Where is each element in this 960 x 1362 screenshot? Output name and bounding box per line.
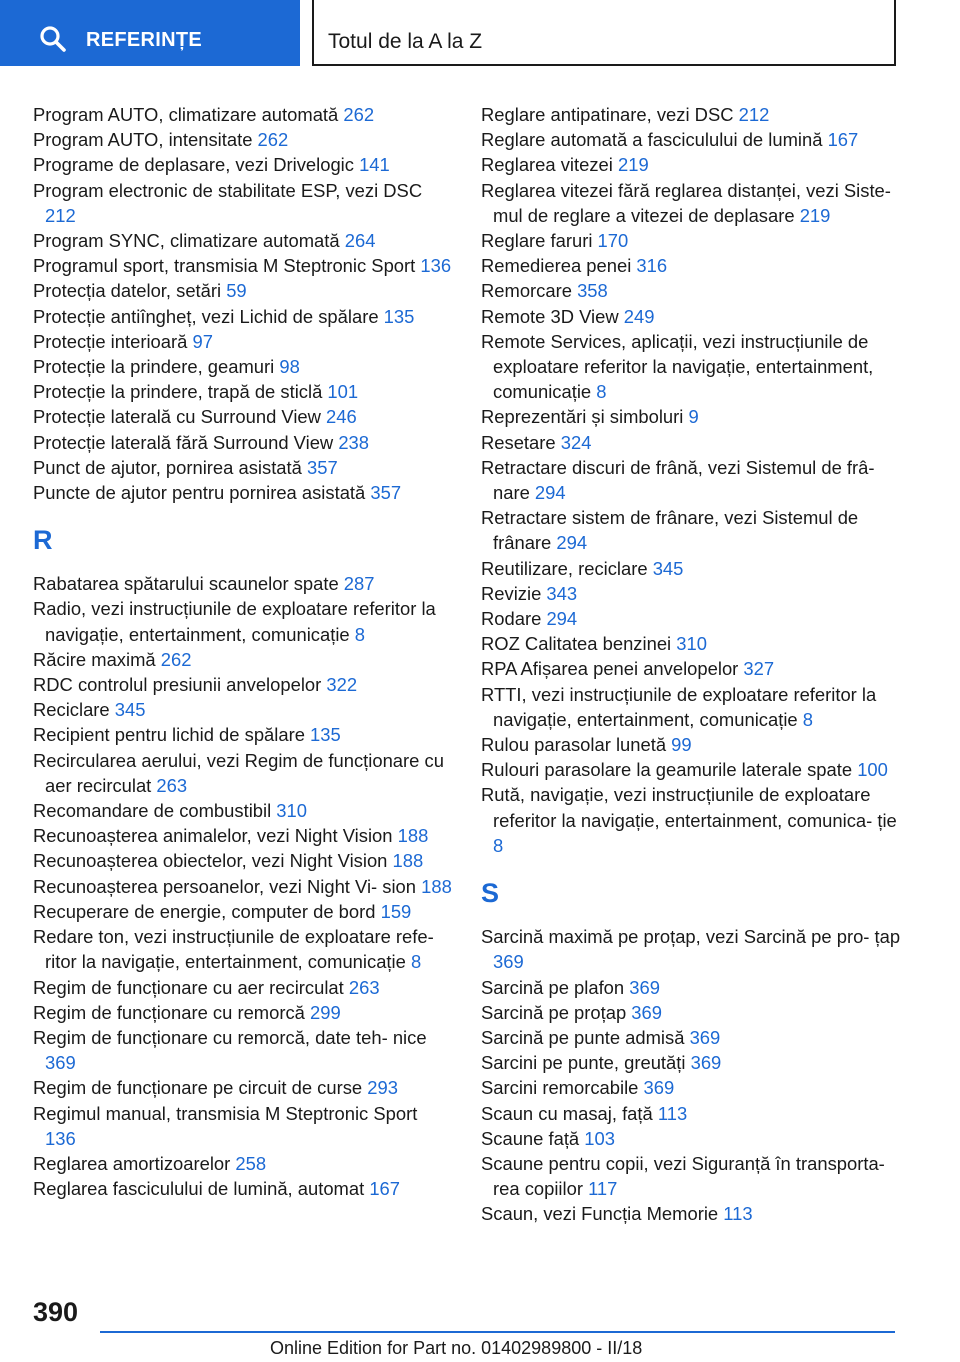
page-reference-link[interactable]: 167 — [369, 1178, 401, 1200]
page-reference-link[interactable]: 262 — [343, 104, 375, 125]
index-entry — [33, 329, 453, 354]
page-reference-link[interactable]: 294 — [546, 608, 578, 630]
index-entry-text: Protecție interioară — [33, 330, 193, 352]
page-reference-link[interactable]: 369 — [629, 976, 660, 998]
page-reference-link[interactable]: 188 — [392, 850, 424, 872]
index-entry-text: Reglare automată a fasciculului de lumină — [481, 129, 828, 151]
page-reference-link[interactable]: 59 — [226, 280, 247, 302]
page-reference-link[interactable]: 294 — [534, 482, 566, 504]
page-reference-link[interactable]: 135 — [383, 305, 415, 327]
index-entry-text: Sarcină pe proțap — [481, 1001, 632, 1023]
page-reference-link[interactable]: 327 — [743, 658, 775, 680]
header — [0, 0, 960, 66]
page-reference-link[interactable]: 299 — [310, 1001, 341, 1023]
index-letter-heading: R — [33, 525, 53, 556]
page-reference-link[interactable]: 369 — [45, 1052, 76, 1074]
index-entry-text: Regim de funcționare cu remorcă, date teh‐ nice — [33, 1026, 427, 1048]
index-entry-text: Scaune față — [481, 1127, 585, 1149]
page-reference-link[interactable]: 262 — [257, 129, 289, 151]
index-entry — [481, 631, 901, 656]
index-entry — [481, 505, 901, 555]
index-entry-text: Retractare sistem de frânare, vezi Sistemul de frânare — [481, 507, 859, 554]
index-entry — [481, 430, 901, 455]
index-entry — [481, 556, 901, 581]
index-entry — [481, 656, 901, 681]
index-entry-text: Reglare faruri — [481, 230, 598, 252]
page-reference-link[interactable]: 343 — [546, 582, 578, 604]
index-entry-text: Protecție la prindere, geamuri — [33, 356, 280, 378]
page-reference-link[interactable]: 369 — [493, 951, 524, 973]
index-entry — [33, 848, 453, 873]
page-reference-link[interactable]: 159 — [380, 900, 412, 922]
page-reference-link[interactable]: 167 — [827, 129, 859, 151]
index-entry-text: Reglarea amortizoarelor — [33, 1152, 236, 1174]
index-entry-text: Rută, navigație, vezi instrucțiunile de exploatare referitor la navigație, entertainment, comunica‐ ție — [481, 784, 897, 831]
index-entry-text: Regim de funcționare pe circuit de curse — [33, 1077, 368, 1099]
page-reference-link[interactable]: 136 — [45, 1127, 76, 1149]
page-reference-link[interactable]: 98 — [279, 356, 300, 378]
index-entry — [33, 354, 453, 379]
index-entry-text: Rulouri parasolare la geamurile laterale spate — [481, 759, 858, 781]
index-entry-text: Reutilizare, reciclare — [481, 557, 653, 579]
index-entry — [33, 1101, 453, 1151]
index-entry-text: Sarcină pe punte admisă — [481, 1026, 690, 1048]
index-entry — [481, 102, 901, 127]
index-entry — [481, 732, 901, 757]
page-reference-link[interactable]: 238 — [338, 431, 370, 453]
page-reference-link[interactable]: 264 — [344, 230, 376, 252]
index-column-left — [33, 102, 453, 1201]
page-reference-link[interactable]: 310 — [676, 633, 707, 655]
index-entry — [481, 278, 901, 303]
index-entry — [481, 975, 901, 1000]
index-entry-text: Sarcini pe punte, greutăți — [481, 1052, 691, 1074]
page-reference-link[interactable]: 8 — [354, 623, 365, 645]
index-entry — [33, 127, 453, 152]
index-entry — [33, 379, 453, 404]
index-entry-text: Regim de funcționare cu aer recirculat — [33, 976, 349, 998]
page-number: 390 — [33, 1297, 79, 1327]
index-entry-text: Reglarea vitezei — [481, 154, 618, 176]
index-entry — [481, 1201, 901, 1226]
index-entry — [33, 278, 453, 303]
index-entry-text: Puncte de ajutor pentru pornirea asistată — [33, 482, 371, 504]
index-entry — [481, 404, 901, 429]
index-entry — [481, 253, 901, 278]
page-reference-link[interactable]: 316 — [636, 255, 668, 277]
index-entry — [481, 228, 901, 253]
index-entry — [33, 404, 453, 429]
index-entry-text: Rodare — [481, 608, 547, 630]
index-entry — [481, 606, 901, 631]
page-reference-link[interactable]: 345 — [652, 557, 684, 579]
index-entry-text: Reprezentări și simboluri — [481, 406, 689, 428]
page-reference-link[interactable]: 100 — [857, 759, 888, 781]
index-entry — [481, 127, 901, 152]
index-entry-text: Sarcină pe plafon — [481, 976, 630, 998]
page-reference-link[interactable]: 369 — [689, 1026, 721, 1048]
index-letter-heading: S — [481, 878, 500, 909]
page-reference-link[interactable]: 263 — [156, 774, 188, 796]
index-entry-text: RDC controlul presiunii anvelopelor — [33, 674, 327, 696]
section-title: Totul de la A la Z — [328, 30, 483, 53]
index-entry-text: Scaun, vezi Funcția Memorie — [481, 1203, 724, 1225]
page-reference-link[interactable]: 219 — [617, 154, 649, 176]
index-entry-text: Protecție laterală fără Surround View — [33, 431, 339, 453]
index-entry-text: Scaun cu masaj, față — [481, 1102, 658, 1124]
page-reference-link[interactable]: 8 — [802, 708, 813, 730]
page-reference-link[interactable]: 358 — [577, 280, 608, 302]
index-entry — [33, 924, 453, 974]
index-entry-text: Redare ton, vezi instrucțiunile de exploatare refe‐ ritor la navigație, entertainment, comunicație — [33, 926, 434, 973]
page-reference-link[interactable]: 117 — [588, 1178, 618, 1200]
page-reference-link[interactable]: 369 — [690, 1052, 722, 1074]
index-entry — [33, 1000, 453, 1025]
edition-info: Online Edition for Part no. 01402989800 - II/18 — [270, 1338, 643, 1358]
index-entry — [33, 455, 453, 480]
index-entry — [33, 152, 453, 177]
footer-divider — [100, 1331, 895, 1333]
index-entry — [33, 823, 453, 848]
index-entry-text: Remote Services, aplicații, vezi instrucțiunile de exploatare referitor la navigație, entertainment, comunicație — [481, 330, 874, 403]
page-reference-link[interactable]: 188 — [421, 875, 452, 897]
index-entry — [33, 480, 453, 505]
page-reference-link[interactable]: 310 — [276, 800, 307, 822]
index-entry — [481, 178, 901, 228]
page-reference-link[interactable]: 249 — [623, 305, 655, 327]
index-entry-text: Remorcare — [481, 280, 578, 302]
page-reference-link[interactable]: 9 — [688, 406, 699, 428]
index-entry-text: Recircularea aerului, vezi Regim de funcționare cu aer recirculat — [33, 749, 444, 796]
index-entry — [481, 304, 901, 329]
index-entry — [481, 1000, 901, 1025]
index-entry-text: Rulou parasolar lunetă — [481, 734, 672, 756]
index-entry — [33, 1025, 453, 1075]
index-entry-text: Protecția datelor, setări — [33, 280, 227, 302]
index-entry — [481, 581, 901, 606]
index-entry — [481, 682, 901, 732]
index-entry-text: Protecție antiîngheț, vezi Lichid de spălare — [33, 305, 384, 327]
index-entry — [33, 571, 453, 596]
index-entry — [33, 697, 453, 722]
page-reference-link[interactable]: 101 — [327, 381, 359, 403]
index-entry-text: Programul sport, transmisia M Steptronic Sport — [33, 255, 421, 277]
index-entry-text: Răcire maximă — [33, 648, 161, 670]
index-entry-text: Punct de ajutor, pornirea asistată — [33, 456, 307, 478]
index-entry — [33, 722, 453, 747]
index-entry — [33, 1075, 453, 1100]
index-entry-text: Revizie — [481, 582, 547, 604]
index-entry — [481, 924, 901, 974]
page-reference-link[interactable]: 113 — [657, 1102, 688, 1124]
index-entry-text: Recunoașterea obiectelor, vezi Night Vision — [33, 850, 393, 872]
index-entry — [33, 596, 453, 646]
index-entry-text: Programe de deplasare, vezi Drivelogic — [33, 154, 360, 176]
page-reference-link[interactable]: 99 — [671, 734, 692, 756]
page-reference-link[interactable]: 97 — [192, 330, 213, 352]
index-entry-text: Program AUTO, climatizare automată — [33, 104, 344, 125]
index-entry — [481, 1101, 901, 1126]
index-entry — [33, 304, 453, 329]
page-reference-link[interactable]: 263 — [348, 976, 380, 998]
index-entry — [33, 178, 453, 228]
index-entry — [33, 647, 453, 672]
index-entry-text: Reglarea fasciculului de lumină, automat — [33, 1178, 370, 1200]
page-reference-link[interactable]: 246 — [326, 406, 357, 428]
page-reference-link[interactable]: 103 — [584, 1127, 615, 1149]
index-entry-text: Radio, vezi instrucțiunile de exploatare referitor la navigație, entertainment, comunicație — [33, 598, 436, 645]
index-entry-text: Regim de funcționare cu remorcă — [33, 1001, 311, 1023]
page-reference-link[interactable]: 293 — [367, 1077, 398, 1099]
index-entry — [33, 102, 453, 127]
search-icon — [38, 24, 68, 54]
index-entry — [481, 1126, 901, 1151]
index-entry — [33, 899, 453, 924]
index-entry — [33, 975, 453, 1000]
page-reference-link[interactable]: 8 — [410, 951, 422, 973]
page-reference-link[interactable]: 113 — [723, 1203, 753, 1225]
references-tab[interactable] — [0, 0, 300, 66]
index-entry-text: Recunoașterea persoanelor, vezi Night Vi‐ sion — [33, 875, 422, 897]
page-reference-link[interactable]: 369 — [643, 1077, 675, 1099]
page-reference-link[interactable]: 8 — [493, 834, 504, 856]
index-entry-text: Remedierea penei — [481, 255, 637, 277]
page-reference-link[interactable]: 212 — [45, 204, 76, 226]
page-reference-link[interactable]: 262 — [160, 648, 192, 670]
page-reference-link[interactable]: 345 — [114, 699, 146, 721]
index-entry — [481, 455, 901, 505]
index-entry-text: Resetare — [481, 431, 561, 453]
index-entry — [33, 253, 453, 278]
index-entry — [481, 329, 901, 405]
index-entry-text: Reglarea vitezei fără reglarea distanței, vezi Siste‐ mul de reglare a vitezei de deplasare — [481, 179, 891, 226]
page-reference-link[interactable]: 212 — [738, 104, 770, 125]
page-reference-link[interactable]: 170 — [597, 230, 629, 252]
index-entry — [481, 1075, 901, 1100]
page-reference-link[interactable]: 136 — [420, 255, 452, 277]
index-entry — [33, 430, 453, 455]
page-reference-link[interactable]: 188 — [397, 825, 429, 847]
page-reference-link[interactable]: 369 — [631, 1001, 662, 1023]
index-entry — [481, 757, 901, 782]
index-entry — [33, 228, 453, 253]
index-entry-text: Rabatarea spătarului scaunelor spate — [33, 573, 344, 595]
index-entry — [33, 874, 453, 899]
index-column-right — [481, 102, 901, 1227]
page-reference-link[interactable]: 294 — [556, 532, 588, 554]
index-entry-text: Recomandare de combustibil — [33, 800, 277, 822]
index-entry-text: Reciclare — [33, 699, 115, 721]
index-entry-text: RPA Afișarea penei anvelopelor — [481, 658, 744, 680]
page-reference-link[interactable]: 357 — [306, 456, 338, 478]
page-reference-link[interactable]: 258 — [235, 1152, 267, 1174]
index-entry-text: Reglare antipatinare, vezi DSC — [481, 104, 739, 125]
index-entry-text: Protecție la prindere, trapă de sticlă — [33, 381, 328, 403]
page-reference-link[interactable]: 322 — [326, 674, 358, 696]
index-entry-text: Recuperare de energie, computer de bord — [33, 900, 381, 922]
index-entry — [481, 1025, 901, 1050]
index-entry — [33, 672, 453, 697]
index-entry-text: Program electronic de stabilitate ESP, vezi DSC — [33, 179, 423, 201]
index-entry-text: Sarcină maximă pe proțap, vezi Sarcină pe pro‐ țap — [481, 926, 901, 948]
page-reference-link[interactable]: 141 — [359, 154, 390, 176]
index-entry-text: Regimul manual, transmisia M Steptronic Sport — [33, 1102, 418, 1124]
page-reference-link[interactable]: 357 — [370, 482, 402, 504]
section-title-box — [312, 0, 896, 66]
index-entry-text: Retractare discuri de frână, vezi Sistemul de frâ‐ nare — [481, 456, 875, 504]
page-reference-link[interactable]: 287 — [343, 573, 375, 595]
index-entry — [481, 1050, 901, 1075]
index-entry — [33, 1176, 453, 1201]
page-reference-link[interactable]: 324 — [560, 431, 592, 453]
index-entry-text: Program AUTO, intensitate — [33, 129, 258, 151]
index-entry — [481, 152, 901, 177]
index-entry — [481, 782, 901, 858]
index-entry-text: RTTI, vezi instrucțiunile de exploatare referitor la navigație, entertainment, comunicație — [481, 683, 877, 730]
index-entry-text: Protecție laterală cu Surround View — [33, 406, 327, 428]
index-entry-text: Sarcini remorcabile — [481, 1077, 644, 1099]
index-entry-text: Remote 3D View — [481, 305, 624, 327]
page-reference-link[interactable]: 8 — [596, 381, 607, 403]
index-entry-text: Program SYNC, climatizare automată — [33, 230, 345, 252]
index-entry-text: ROZ Calitatea benzinei — [481, 633, 677, 655]
index-entry — [33, 748, 453, 798]
index-entry-text: Scaune pentru copii, vezi Siguranță în transporta‐ rea copiilor — [481, 1152, 885, 1200]
index-entry-text: Recipient pentru lichid de spălare — [33, 724, 311, 746]
references-label: REFERINȚE — [86, 29, 203, 51]
index-entry — [33, 798, 453, 823]
index-entry-text: Recunoașterea animalelor, vezi Night Vision — [33, 825, 398, 847]
index-entry — [481, 1151, 901, 1201]
page-reference-link[interactable]: 219 — [799, 204, 831, 226]
page-reference-link[interactable]: 135 — [310, 724, 341, 746]
index-entry — [33, 1151, 453, 1176]
